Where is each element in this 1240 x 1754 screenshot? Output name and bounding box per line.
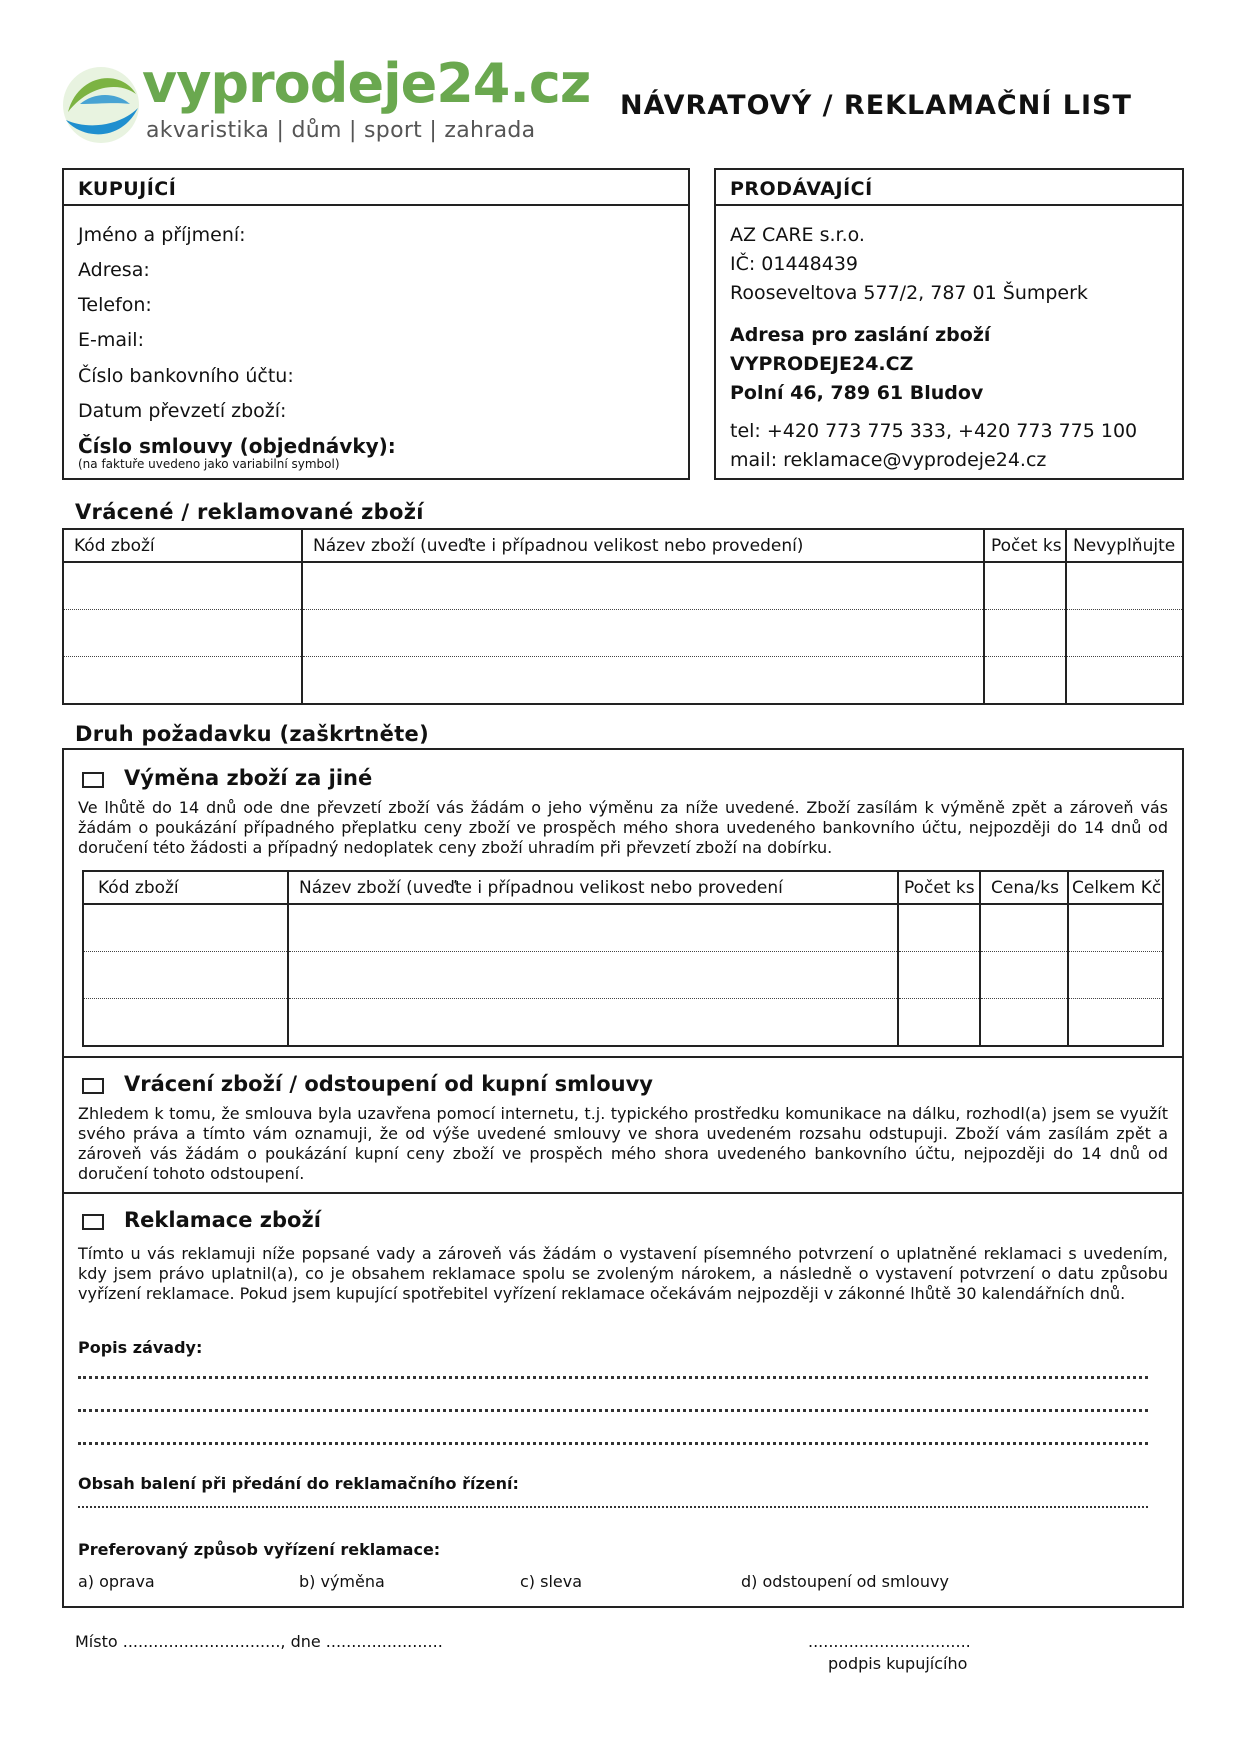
exchange-col-name: Název zboží (uveďte i případnou velikost nebo provedení bbox=[288, 871, 898, 904]
returned-col-internal: Nevyplňujte bbox=[1066, 529, 1183, 562]
table-cell[interactable] bbox=[302, 610, 984, 657]
returned-heading: Vrácené / reklamované zboží bbox=[75, 500, 424, 524]
buyer-field-phone: Telefon: bbox=[78, 294, 152, 316]
defect-line-2[interactable] bbox=[78, 1409, 1148, 1412]
exchange-col-code: Kód zboží bbox=[83, 871, 288, 904]
buyer-contract-note: (na faktuře uvedeno jako variabilní symbol) bbox=[78, 457, 340, 471]
table-cell[interactable] bbox=[898, 952, 980, 999]
table-cell[interactable] bbox=[63, 562, 302, 610]
table-cell[interactable] bbox=[83, 952, 288, 999]
table-cell[interactable] bbox=[1068, 999, 1163, 1047]
signature-label: podpis kupujícího bbox=[828, 1654, 968, 1673]
option-exchange[interactable]: b) výměna bbox=[299, 1572, 385, 1591]
exchange-col-count: Počet ks bbox=[898, 871, 980, 904]
complaint-text: Tímto u vás reklamuji níže popsané vady a zároveň vás žádám o vystavení písemného potvrzení o uplatněné reklamaci s uvedením, kdy jsem právo uplatnil(a), co je obsahem reklamace spolu se zvoleným nárokem, a následně o vystavení potvrzení o datu způsobu vyřízení reklamace. Pokud jsem kupující spotřebitel vyřízení reklamace očekávám nejpozději v zákonné lhůtě 30 kalendářních dnů. bbox=[78, 1244, 1168, 1303]
logo-globe-icon bbox=[60, 64, 142, 146]
returned-table bbox=[62, 528, 1184, 705]
logo bbox=[60, 52, 591, 150]
defect-label: Popis závady: bbox=[78, 1338, 203, 1357]
divider bbox=[64, 1056, 1182, 1058]
table-row bbox=[83, 952, 1163, 999]
withdrawal-checkbox[interactable] bbox=[82, 1078, 104, 1094]
buyer-field-bank: Číslo bankovního účtu: bbox=[78, 365, 294, 387]
complaint-checkbox[interactable] bbox=[82, 1214, 104, 1230]
table-cell[interactable] bbox=[63, 610, 302, 657]
place-date-line[interactable]: Místo ..............................., dne ....................... bbox=[75, 1632, 443, 1651]
exchange-checkbox[interactable] bbox=[82, 772, 104, 788]
exchange-title: Výměna zboží za jiné bbox=[124, 766, 373, 790]
returned-col-code: Kód zboží bbox=[63, 529, 302, 562]
seller-mail: mail: reklamace@vyprodeje24.cz bbox=[730, 449, 1047, 471]
exchange-table bbox=[82, 870, 1164, 1047]
buyer-field-address: Adresa: bbox=[78, 259, 150, 281]
option-withdrawal[interactable]: d) odstoupení od smlouvy bbox=[741, 1572, 949, 1591]
table-cell[interactable] bbox=[898, 999, 980, 1047]
exchange-col-price: Cena/ks bbox=[980, 871, 1068, 904]
table-cell[interactable] bbox=[83, 904, 288, 952]
table-cell[interactable] bbox=[1068, 904, 1163, 952]
seller-company: AZ CARE s.r.o. bbox=[730, 224, 865, 246]
table-cell[interactable] bbox=[288, 952, 898, 999]
option-discount[interactable]: c) sleva bbox=[520, 1572, 583, 1591]
table-cell[interactable] bbox=[980, 904, 1068, 952]
buyer-box bbox=[62, 168, 690, 480]
defect-line-1[interactable] bbox=[78, 1376, 1148, 1379]
returned-col-count: Počet ks bbox=[984, 529, 1066, 562]
table-cell[interactable] bbox=[288, 904, 898, 952]
buyer-contract-label: Číslo smlouvy (objednávky): bbox=[78, 434, 396, 458]
table-row bbox=[63, 562, 1183, 610]
table-cell bbox=[1066, 562, 1183, 610]
seller-address: Rooseveltova 577/2, 787 01 Šumperk bbox=[730, 282, 1088, 304]
request-box bbox=[62, 748, 1184, 1608]
table-cell[interactable] bbox=[63, 657, 302, 705]
preferred-label: Preferovaný způsob vyřízení reklamace: bbox=[78, 1540, 441, 1559]
table-row bbox=[63, 657, 1183, 705]
table-row bbox=[83, 904, 1163, 952]
exchange-col-total: Celkem Kč bbox=[1068, 871, 1163, 904]
table-cell[interactable] bbox=[980, 999, 1068, 1047]
table-cell bbox=[1066, 610, 1183, 657]
table-cell[interactable] bbox=[980, 952, 1068, 999]
table-cell[interactable] bbox=[288, 999, 898, 1047]
package-line[interactable] bbox=[78, 1506, 1148, 1508]
table-row bbox=[83, 999, 1163, 1047]
page-title: NÁVRATOVÝ / REKLAMAČNÍ LIST bbox=[620, 90, 1132, 121]
returned-col-name: Název zboží (uveďte i případnou velikost nebo provedení) bbox=[302, 529, 984, 562]
table-cell[interactable] bbox=[1068, 952, 1163, 999]
request-heading: Druh požadavku (zaškrtněte) bbox=[75, 722, 429, 746]
option-repair[interactable]: a) oprava bbox=[78, 1572, 155, 1591]
divider bbox=[64, 1192, 1182, 1194]
logo-brand: vyprodeje24.cz bbox=[142, 52, 591, 115]
withdrawal-title: Vrácení zboží / odstoupení od kupní smlouvy bbox=[124, 1072, 653, 1096]
complaint-title: Reklamace zboží bbox=[124, 1208, 321, 1232]
withdrawal-text: Zhledem k tomu, že smlouva byla uzavřena pomocí internetu, t.j. typického prostředku komunikace na dálku, rozhodl(a) jsem se využít svého práva a tímto vám oznamuji, že od výše uvedené smlouvy ve shora uvedeném rozsahu odstupuji. Zboží vám zasílám zpět a zároveň vás žádám o poukázání kupní ceny zboží ve prospěch mého shora uvedeného bankovního účtu, nejpozději do 14 dnů od doručení tohoto odstoupení. bbox=[78, 1104, 1168, 1183]
seller-ship-name: VYPRODEJE24.CZ bbox=[730, 353, 914, 375]
table-cell[interactable] bbox=[984, 657, 1066, 705]
buyer-field-email: E-mail: bbox=[78, 329, 144, 351]
seller-ship-heading: Adresa pro zaslání zboží bbox=[730, 324, 991, 346]
table-cell bbox=[1066, 657, 1183, 705]
defect-line-3[interactable] bbox=[78, 1442, 1148, 1445]
package-label: Obsah balení při předání do reklamačního řízení: bbox=[78, 1474, 519, 1493]
buyer-heading: KUPUJÍCÍ bbox=[64, 170, 688, 206]
seller-heading: PRODÁVAJÍCÍ bbox=[716, 170, 1182, 206]
buyer-field-date: Datum převzetí zboží: bbox=[78, 400, 287, 422]
table-cell[interactable] bbox=[898, 904, 980, 952]
buyer-field-name: Jméno a příjmení: bbox=[78, 224, 246, 246]
seller-ic: IČ: 01448439 bbox=[730, 253, 859, 275]
table-row bbox=[63, 610, 1183, 657]
signature-dots[interactable]: ................................ bbox=[808, 1632, 971, 1651]
table-cell[interactable] bbox=[984, 610, 1066, 657]
exchange-text: Ve lhůtě do 14 dnů ode dne převzetí zboží vás žádám o jeho výměnu za níže uvedené. Zboží zasílám k výměně zpět a zároveň vás žádám o poukázání případného přeplatku ceny zboží ve prospěch mého shora uvedeného bankovního účtu, nejpozději do 14 dnů od doručení této žádosti a případný nedoplatek ceny zboží uhradím při převzetí zboží na dobírku. bbox=[78, 798, 1168, 857]
seller-tel: tel: +420 773 775 333, +420 773 775 100 bbox=[730, 420, 1138, 442]
seller-box bbox=[714, 168, 1184, 480]
table-cell[interactable] bbox=[302, 657, 984, 705]
table-cell[interactable] bbox=[984, 562, 1066, 610]
table-cell[interactable] bbox=[302, 562, 984, 610]
seller-ship-address: Polní 46, 789 61 Bludov bbox=[730, 382, 984, 404]
table-cell[interactable] bbox=[83, 999, 288, 1047]
logo-tagline: akvaristika | dům | sport | zahrada bbox=[146, 118, 536, 143]
